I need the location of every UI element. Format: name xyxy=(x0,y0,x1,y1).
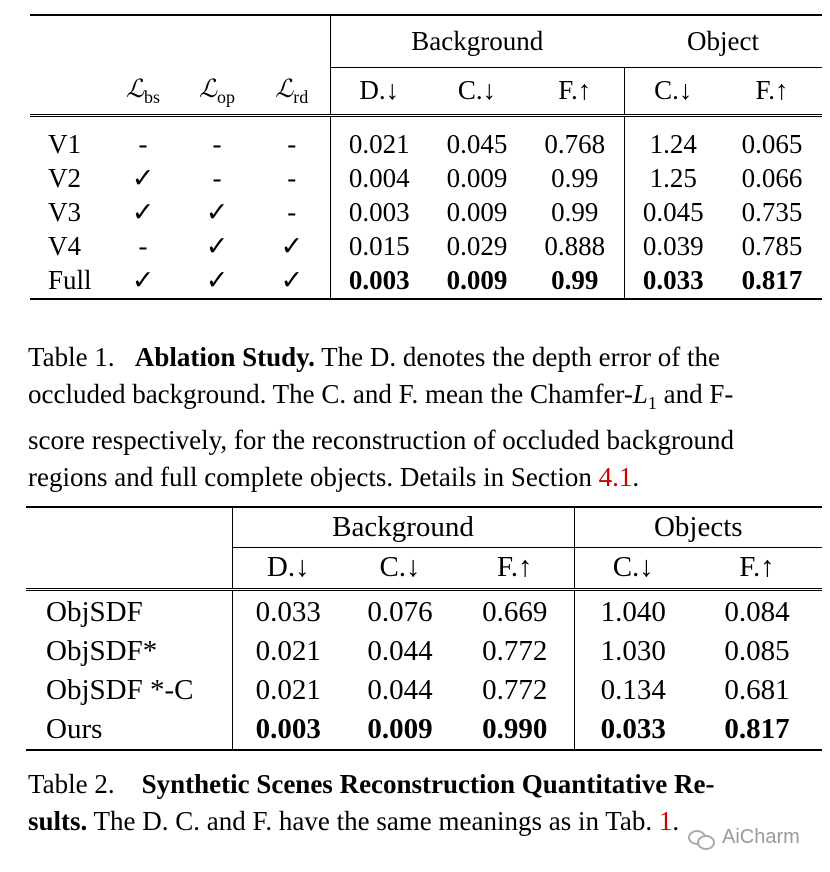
value-cell: 0.045 xyxy=(624,195,722,229)
value-cell: 0.009 xyxy=(446,265,508,295)
section-link[interactable]: 4.1 xyxy=(598,462,633,492)
value-cell: 0.033 xyxy=(574,710,692,750)
value-cell: 0.009 xyxy=(446,162,508,193)
value-cell: 0.033 xyxy=(624,263,722,299)
value-cell: 0.003 xyxy=(330,263,428,299)
value-cell: 1.030 xyxy=(574,632,692,671)
loss-cell: - xyxy=(212,128,222,159)
watermark-text: AiCharm xyxy=(722,826,800,848)
table2-metric-obj-chamfer: C.↓ xyxy=(574,547,692,589)
value-cell: 0.817 xyxy=(724,713,790,745)
loss-cell: - xyxy=(287,128,297,159)
wechat-icon xyxy=(688,828,716,848)
loss-cell: ✓ xyxy=(205,265,229,295)
row-name: V2 xyxy=(48,162,81,193)
value-cell: 0.039 xyxy=(624,229,722,263)
value-cell: 0.021 xyxy=(330,127,428,161)
loss-cell: - xyxy=(138,128,148,159)
value-cell: 0.021 xyxy=(232,671,344,710)
row-name: V4 xyxy=(48,230,81,261)
synthetic-scenes-table xyxy=(26,506,822,751)
row-name: V1 xyxy=(48,128,81,159)
value-cell: 0.772 xyxy=(482,674,548,706)
value-cell: 0.009 xyxy=(367,713,433,745)
caption1-line2: occluded background. The C. and F. mean the Chamfer-$L_1$ and F- xyxy=(28,379,734,413)
loss-cell: ✓ xyxy=(280,230,304,261)
value-cell: 0.003 xyxy=(232,710,344,750)
row-name: ObjSDF* xyxy=(46,635,158,667)
value-cell: 0.99 xyxy=(551,265,599,295)
table-row xyxy=(30,127,822,161)
table2-metric-bg-depth: D.↓ xyxy=(232,547,344,589)
table1-metric-bg-chamfer: C.↓ xyxy=(428,67,526,115)
value-cell: 0.029 xyxy=(446,230,508,261)
value-cell: 1.25 xyxy=(624,161,722,195)
table2-group-header xyxy=(26,507,822,547)
value-cell: 0.785 xyxy=(741,230,803,261)
table2-metric-obj-fscore: F.↑ xyxy=(692,547,822,589)
loss-cell: - xyxy=(287,196,297,227)
table2-column-header xyxy=(26,547,822,589)
table1-caption xyxy=(28,339,830,496)
loss-cell: ✓ xyxy=(280,265,304,295)
table1-group-object: Object xyxy=(624,15,822,67)
caption2-line1: Table 2. Synthetic Scenes Reconstruction Quantitative Re- xyxy=(28,769,715,799)
value-cell: 0.085 xyxy=(724,635,790,667)
table1-metric-bg-depth: D.↓ xyxy=(330,67,428,115)
value-cell: 0.003 xyxy=(330,195,428,229)
table1-column-header xyxy=(30,67,822,115)
value-cell: 0.681 xyxy=(724,674,790,706)
table2-metric-bg-chamfer: C.↓ xyxy=(344,547,456,589)
value-cell: 0.99 xyxy=(551,162,599,193)
value-cell: 0.084 xyxy=(724,596,790,628)
table-row-ours xyxy=(26,710,822,750)
table1-metric-obj-chamfer: C.↓ xyxy=(624,67,722,115)
table-row-full xyxy=(30,263,822,299)
table-link[interactable]: 1 xyxy=(658,806,673,836)
value-cell: 0.045 xyxy=(446,128,508,159)
value-cell: 0.99 xyxy=(551,196,599,227)
table1-group-background: Background xyxy=(330,15,624,67)
value-cell: 0.134 xyxy=(574,671,692,710)
table-row xyxy=(26,671,822,710)
value-cell: 0.044 xyxy=(367,635,433,667)
table1-metric-obj-fscore: F.↑ xyxy=(722,67,822,115)
table-row xyxy=(30,161,822,195)
loss-cell: - xyxy=(287,162,297,193)
value-cell: 0.009 xyxy=(446,196,508,227)
value-cell: 0.990 xyxy=(482,713,548,745)
row-name: ObjSDF xyxy=(46,596,143,628)
value-cell: 0.669 xyxy=(482,596,548,628)
caption1-line1: Table 1. Ablation Study. The D. denotes the depth error of the xyxy=(28,342,721,372)
value-cell: 0.021 xyxy=(232,632,344,671)
row-name: Ours xyxy=(46,713,103,745)
loss-header-bs: ℒ$_{bs}$ xyxy=(106,67,180,115)
caption1-line3: score respectively, for the reconstruction of occluded background xyxy=(28,425,734,455)
value-cell: 0.004 xyxy=(330,161,428,195)
value-cell: 0.768 xyxy=(544,128,606,159)
loss-cell: ✓ xyxy=(131,196,155,227)
loss-cell: ✓ xyxy=(131,162,155,193)
value-cell: 1.24 xyxy=(624,127,722,161)
loss-cell: ✓ xyxy=(205,230,229,261)
value-cell: 0.076 xyxy=(367,596,433,628)
row-name: ObjSDF *-C xyxy=(46,674,194,706)
value-cell: 0.066 xyxy=(741,162,803,193)
watermark xyxy=(688,826,800,849)
value-cell: 0.033 xyxy=(232,593,344,632)
value-cell: 0.044 xyxy=(367,674,433,706)
table2-group-background: Background xyxy=(232,507,574,547)
loss-cell: ✓ xyxy=(205,196,229,227)
value-cell: 0.735 xyxy=(741,196,803,227)
table-row xyxy=(26,632,822,671)
caption1-line4: regions and full complete objects. Details in Section 4.1. xyxy=(28,462,640,492)
value-cell: 0.065 xyxy=(741,128,803,159)
table2-metric-bg-fscore: F.↑ xyxy=(456,547,574,589)
value-cell: 0.817 xyxy=(741,265,803,295)
loss-cell: ✓ xyxy=(131,265,155,295)
table-row xyxy=(30,229,822,263)
table1-group-header xyxy=(30,15,822,67)
row-name: Full xyxy=(48,265,92,295)
table2-group-objects: Objects xyxy=(574,507,822,547)
row-name: V3 xyxy=(48,196,81,227)
value-cell: 0.888 xyxy=(544,230,606,261)
table-row xyxy=(26,593,822,632)
loss-header-rd: ℒ$_{rd}$ xyxy=(254,67,330,115)
caption2-line2: sults. The D. C. and F. have the same meanings as in Tab. 1. xyxy=(28,806,680,836)
ablation-table xyxy=(30,14,822,300)
loss-cell: - xyxy=(138,230,148,261)
table-row xyxy=(30,195,822,229)
loss-cell: - xyxy=(212,162,222,193)
value-cell: 0.015 xyxy=(330,229,428,263)
value-cell: 0.772 xyxy=(482,635,548,667)
loss-header-op: ℒ$_{op}$ xyxy=(180,67,254,115)
value-cell: 1.040 xyxy=(574,593,692,632)
table1-metric-bg-fscore: F.↑ xyxy=(526,67,624,115)
